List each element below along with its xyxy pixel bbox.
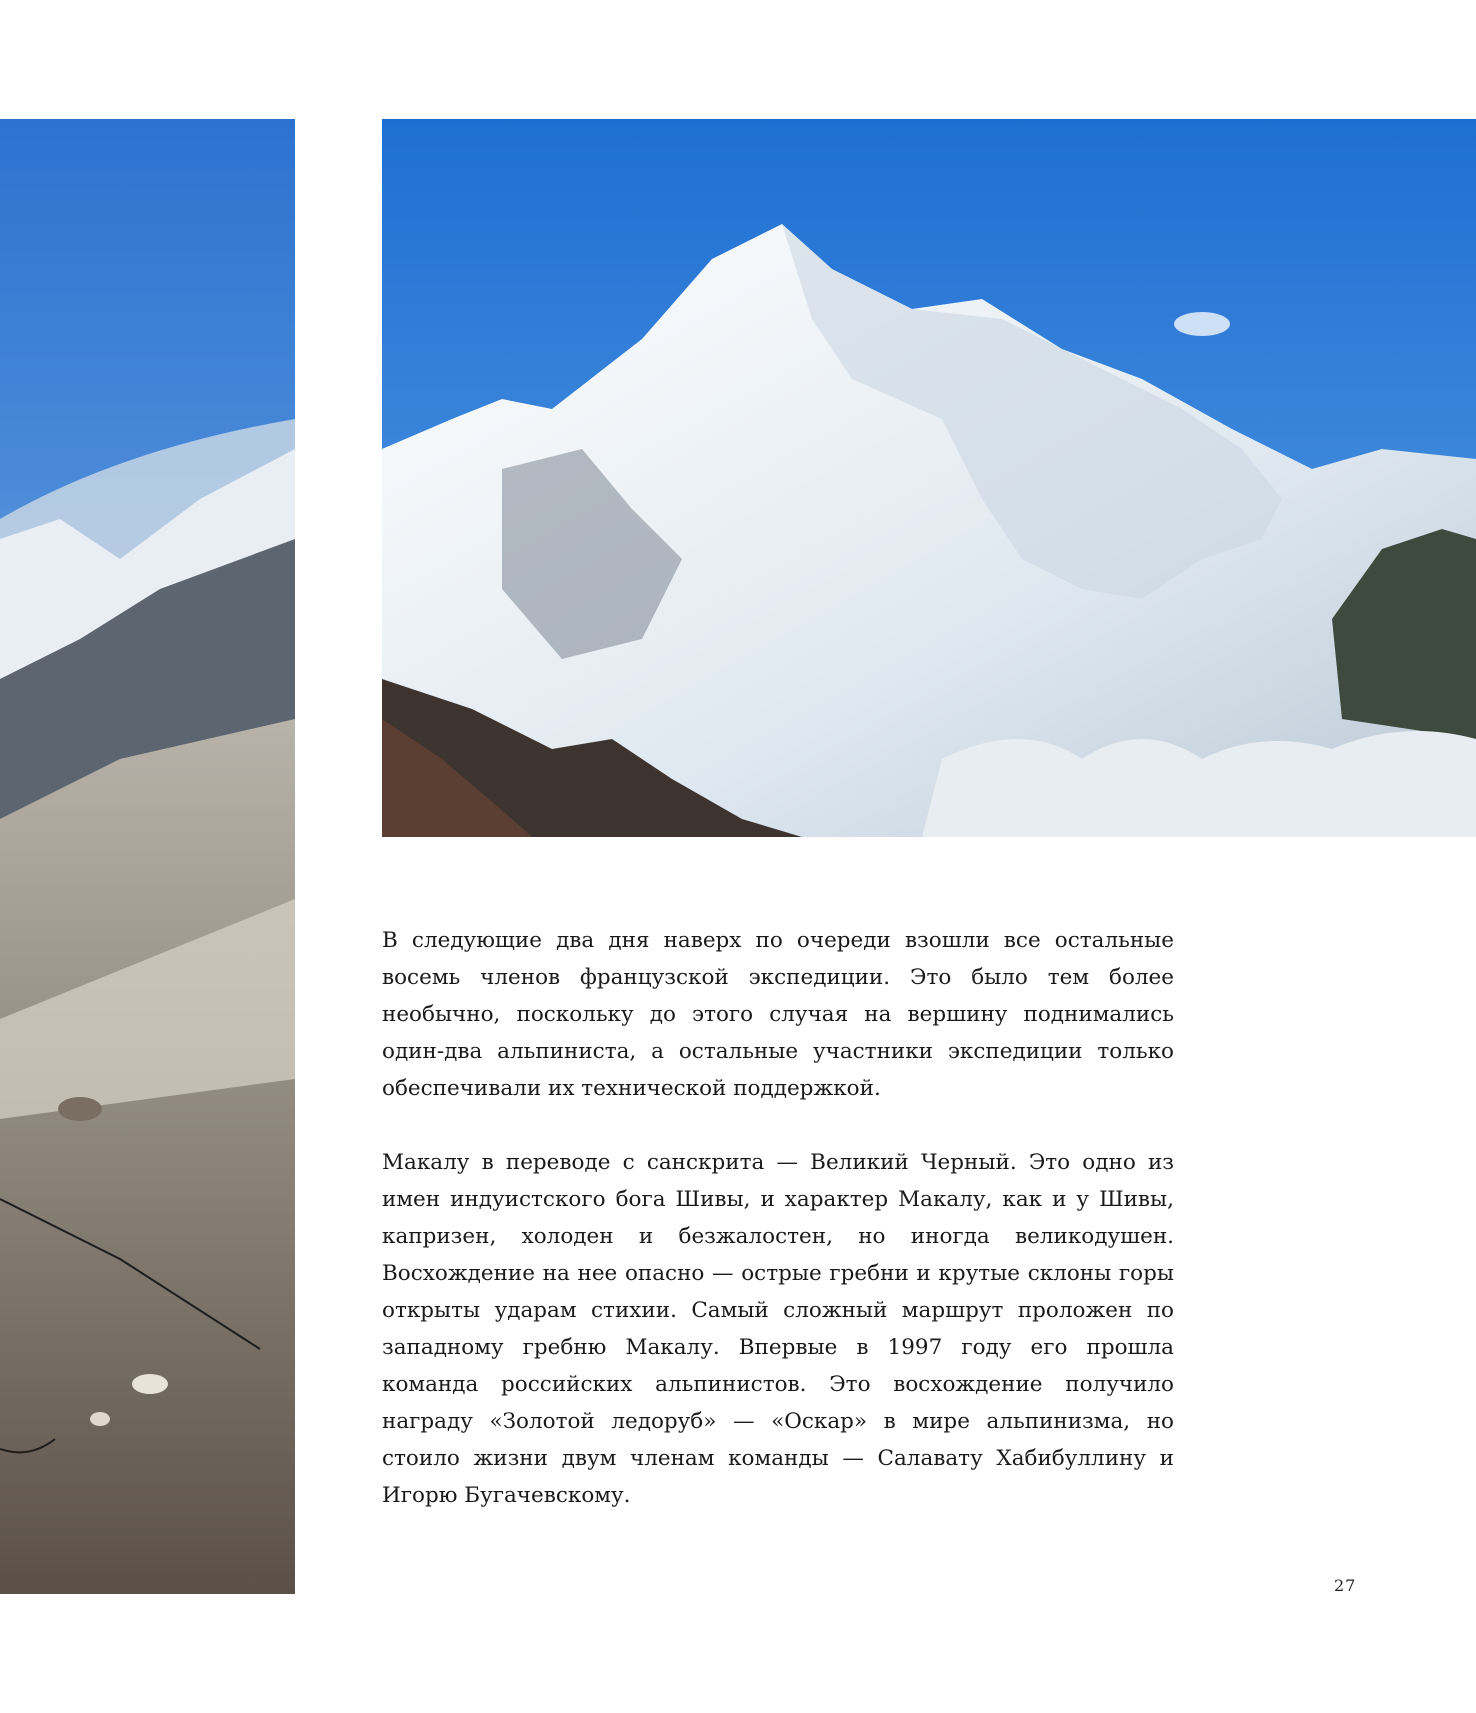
photo-valley-left bbox=[0, 119, 295, 1594]
mountain-photo-illustration bbox=[382, 119, 1476, 837]
photo-makalu-peak bbox=[382, 119, 1476, 837]
paragraph: В следующие два дня наверх по очереди взошли все остальные восемь членов французской экспедиции. Это было тем более необычно, поскольку до этого случая на вершину поднимались один-два альпиниста, а остальные участники экспедиции только обеспечивали их технической поддержкой. bbox=[382, 928, 1174, 1101]
body-text bbox=[382, 922, 1174, 1551]
valley-photo-illustration bbox=[0, 119, 295, 1594]
page-number: 27 bbox=[1334, 1576, 1357, 1595]
paragraph: Макалу в переводе с санскрита — Великий Черный. Это одно из имен индуистского бога Шивы, и характер Макалу, как и у Шивы, капризен, холоден и безжалостен, но иногда великодушен. Восхождение на нее опасно — острые гребни и крутые склоны горы открыты ударам стихии. Самый сложный маршрут проложен по западному гребню Макалу. Впервые в 1997 году его прошла команда российских альпинистов. Это восхождение получило награду «Золотой ледоруб» — «Оскар» в мире альпинизма, но стоило жизни двум членам команды — Салавату Хабибуллину и Игорю Бугачевскому. bbox=[382, 1150, 1174, 1508]
